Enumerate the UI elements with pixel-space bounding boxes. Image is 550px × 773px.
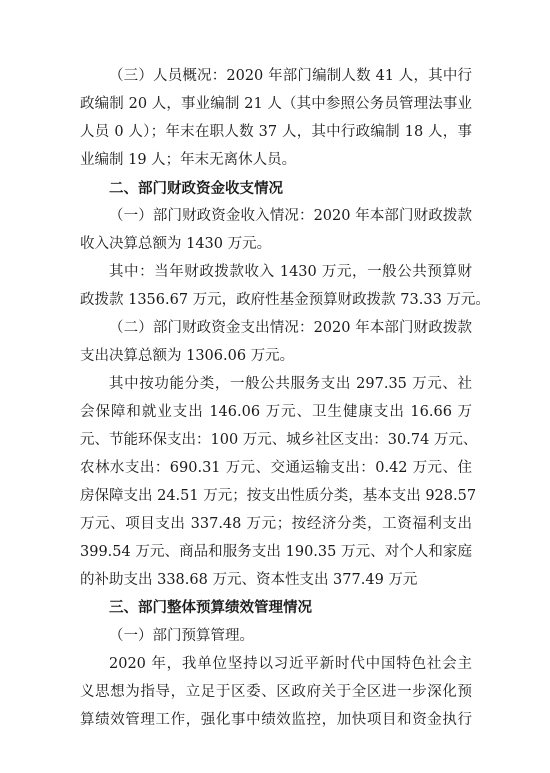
expenditure-detail-line-6: 万元、项目支出 337.48 万元；按经济分类，工资福利支出 (80, 516, 472, 532)
expenditure-detail-line-8: 的补助支出 338.68 万元、资本性支出 377.49 万元 (80, 572, 418, 588)
expenditure-detail-line-5: 房保障支出 24.51 万元；按支出性质分类，基本支出 928.57 (80, 488, 477, 504)
income-detail-line-2: 政拨款 1356.67 万元，政府性基金预算财政拨款 73.33 万元。 (80, 292, 490, 308)
personnel-paragraph-line-1: （三）人员概况：2020 年部门编制人数 41 人，其中行 (109, 68, 472, 84)
expenditure-paragraph-line-2: 支出决算总额为 1306.06 万元。 (80, 348, 295, 364)
section-heading-3: 三、部门整体预算绩效管理情况 (109, 600, 312, 616)
expenditure-paragraph-line-1: （二）部门财政资金支出情况：2020 年本部门财政拨款 (109, 320, 472, 336)
expenditure-detail-line-7: 399.54 万元、商品和服务支出 190.35 万元、对个人和家庭 (80, 544, 472, 560)
budget-paragraph-line-2: 义思想为指导，立足于区委、区政府关于全区进一步深化预 (80, 684, 472, 700)
income-paragraph-line-2: 收入决算总额为 1430 万元。 (80, 236, 272, 252)
expenditure-detail-line-2: 会保障和就业支出 146.06 万元、卫生健康支出 16.66 万 (80, 404, 472, 420)
expenditure-detail-line-1: 其中按功能分类，一般公共服务支出 297.35 万元、社 (109, 376, 472, 392)
personnel-paragraph-line-3: 人员 0 人）；年末在职人数 37 人，其中行政编制 18 人，事 (80, 124, 472, 140)
personnel-paragraph-line-2: 政编制 20 人，事业编制 21 人（其中参照公务员管理法事业 (80, 96, 472, 112)
personnel-paragraph-line-4: 业编制 19 人；年末无离休人员。 (80, 152, 297, 168)
income-paragraph-line-1: （一）部门财政资金收入情况：2020 年本部门财政拨款 (109, 208, 472, 224)
expenditure-detail-line-3: 元、节能环保支出：100 万元、城乡社区支出：30.74 万元、 (80, 432, 478, 448)
expenditure-detail-line-4: 农林水支出：690.31 万元、交通运输支出：0.42 万元、住 (80, 460, 472, 476)
budget-paragraph-line-1: 2020 年，我单位坚持以习近平新时代中国特色社会主 (109, 656, 472, 672)
section-heading-2: 二、部门财政资金收支情况 (109, 181, 283, 197)
budget-paragraph-line-3: 算绩效管理工作，强化事中绩效监控，加快项目和资金执行 (80, 712, 472, 728)
subsection-heading-budget: （一）部门预算管理。 (109, 628, 254, 644)
income-detail-line-1: 其中：当年财政拨款收入 1430 万元，一般公共预算财 (109, 264, 472, 280)
